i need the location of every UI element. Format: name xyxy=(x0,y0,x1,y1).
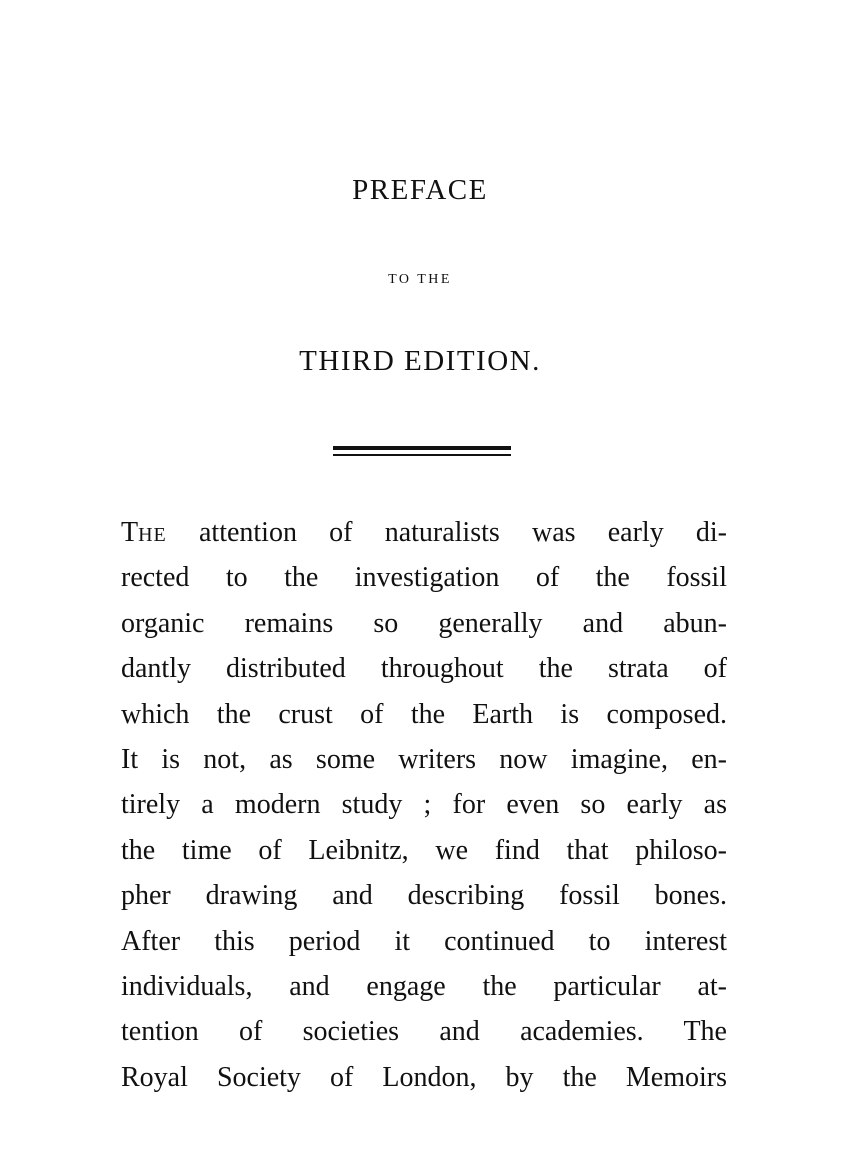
body-paragraph xyxy=(121,510,727,1100)
rule-thick-line xyxy=(333,446,511,450)
text-line-6: It is not, as some writers now imagine, en- xyxy=(121,743,727,775)
text-line-11: individuals, and engage the particular at- xyxy=(121,970,727,1002)
heading-to-the: TO THE xyxy=(388,272,452,287)
rule-thin-line xyxy=(333,454,511,456)
text-line-10: After this period it continued to interest xyxy=(121,925,727,957)
text-line-3: organic remains so generally and abun- xyxy=(121,607,727,639)
text-line-7: tirely a modern study ; for even so early as xyxy=(121,789,727,821)
text-line-4: dantly distributed throughout the strata of xyxy=(121,653,727,685)
text-line-1 xyxy=(121,510,727,555)
text-line-12: tention of societies and academies. The xyxy=(121,1016,727,1048)
heading-preface: PREFACE xyxy=(352,174,488,206)
drop-initial: T xyxy=(121,517,139,548)
text-line-5: which the crust of the Earth is composed. xyxy=(121,698,727,730)
text-line-13: Royal Society of London, by the Memoirs xyxy=(121,1061,727,1093)
text-line-2: rected to the investigation of the fossil xyxy=(121,562,727,594)
small-caps-word: HE xyxy=(138,524,167,546)
line-text: attention of naturalists was early di- xyxy=(198,517,727,548)
text-line-9: pher drawing and describing fossil bones. xyxy=(121,880,727,912)
decorative-double-rule xyxy=(333,446,511,457)
text-line-8: the time of Leibnitz, we find that philoso- xyxy=(121,834,727,866)
heading-edition: THIRD EDITION. xyxy=(299,345,541,377)
